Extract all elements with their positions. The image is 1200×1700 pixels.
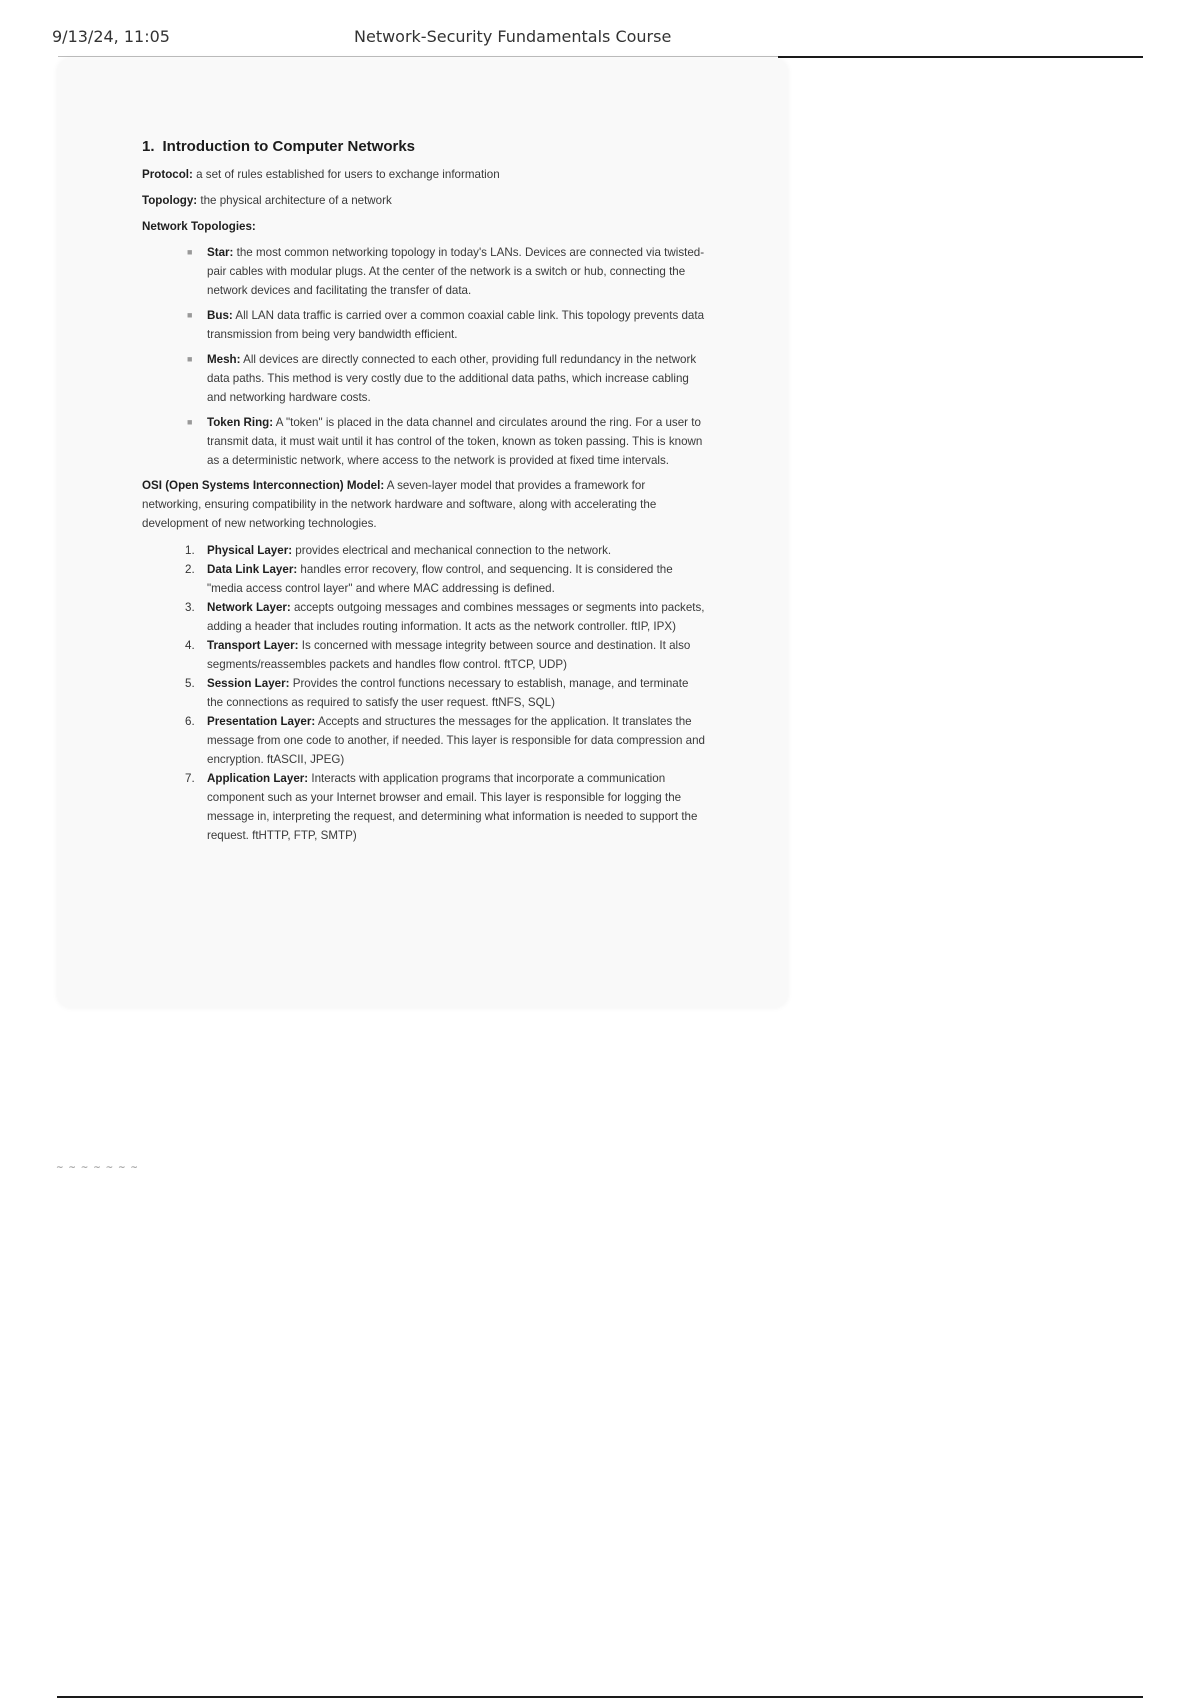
layer-number: 7.: [185, 772, 195, 785]
osi-layer-item: [185, 598, 707, 636]
print-title: Network-Security Fundamentals Course: [354, 27, 672, 46]
section-heading: [142, 137, 707, 157]
layer-term: Presentation Layer:: [207, 715, 316, 728]
layer-text: Is concerned with message integrity between source and destination. It also segments/reassembles packets and handles flow control. ftTCP, UDP): [207, 639, 691, 671]
layer-number: 2.: [185, 563, 195, 576]
topology-term: Mesh:: [207, 353, 241, 366]
osi-text: A seven-layer model that provides a framework for networking, ensuring compatibility in the network hardware and software, along with accelerating the development of new networking technologies.: [142, 479, 657, 530]
layer-number: 1.: [185, 544, 195, 557]
topology-item-star: [187, 243, 707, 300]
layer-text: accepts outgoing messages and combines messages or segments into packets, adding a header that includes routing information. It acts as the network controller. ftIP, IPX): [207, 601, 705, 633]
page-marker: ~ ~ ~ ~ ~ ~ ~: [56, 1163, 139, 1173]
print-datetime: 9/13/24, 11:05: [52, 27, 170, 46]
osi-model-paragraph: [142, 476, 707, 533]
bullet-icon: ■: [187, 247, 193, 257]
topology-item-bus: [187, 306, 707, 344]
layer-text: Interacts with application programs that incorporate a communication component such as your Internet browser and email. This layer is responsible for logging the message in, interpreting the request, and determining what information is needed to support the request. ftHTTP, FTP, SMTP): [207, 772, 698, 842]
layer-term: Physical Layer:: [207, 544, 293, 557]
layer-number: 3.: [185, 601, 195, 614]
document-body: [142, 137, 707, 845]
osi-layer-item: [185, 560, 707, 598]
layer-term: Transport Layer:: [207, 639, 299, 652]
topology-text: the most common networking topology in today's LANs. Devices are connected via twisted-pair cables with modular plugs. At the center of the network is a switch or hub, connecting the network devices and facilitating the transfer of data.: [207, 246, 705, 297]
layer-text: Accepts and structures the messages for the application. It translates the message from one code to another, if needed. This layer is responsible for data compression and encryption. ftASCII, JPEG): [207, 715, 705, 766]
bullet-icon: ■: [187, 310, 193, 320]
definition-topology: [142, 191, 707, 210]
layer-number: 6.: [185, 715, 195, 728]
topology-text: A "token" is placed in the data channel and circulates around the ring. For a user to transmit data, it must wait until it has control of the token, known as token passing. This is known as a deterministic network, where access to the network is provided at fixed time intervals.: [207, 416, 703, 467]
topology-text: All devices are directly connected to each other, providing full redundancy in the network data paths. This method is very costly due to the additional data paths, which increase cabling and networking hardware costs.: [207, 353, 697, 404]
layer-term: Network Layer:: [207, 601, 291, 614]
header-divider-dark: [778, 56, 1143, 58]
topology-text: All LAN data traffic is carried over a common coaxial cable link. This topology prevents data transmission from being very bandwidth efficient.: [207, 309, 705, 341]
bullet-icon: ■: [187, 417, 193, 427]
definition-term: Topology:: [142, 194, 198, 207]
section-title: Introduction to Computer Networks: [162, 138, 416, 155]
definition-network-topologies: [142, 217, 707, 236]
osi-term: OSI (Open Systems Interconnection) Model:: [142, 479, 385, 492]
layer-term: Data Link Layer:: [207, 563, 298, 576]
osi-layer-item: [185, 674, 707, 712]
layer-term: Session Layer:: [207, 677, 290, 690]
header-divider-light: [58, 56, 778, 57]
topology-term: Bus:: [207, 309, 233, 322]
layer-number: 4.: [185, 639, 195, 652]
definition-text: the physical architecture of a network: [197, 194, 392, 207]
topology-term: Token Ring:: [207, 416, 274, 429]
layer-text: provides electrical and mechanical connection to the network.: [292, 544, 612, 557]
topology-list: [142, 243, 707, 470]
print-header: [0, 0, 1200, 60]
layer-term: Application Layer:: [207, 772, 309, 785]
osi-layer-list: [142, 541, 707, 845]
definition-term: Network Topologies:: [142, 220, 256, 233]
definition-term: Protocol:: [142, 168, 193, 181]
bullet-icon: ■: [187, 354, 193, 364]
layer-number: 5.: [185, 677, 195, 690]
section-number: 1.: [142, 138, 155, 155]
osi-layer-item: [185, 712, 707, 769]
definition-protocol: [142, 165, 707, 184]
document-card: [57, 58, 788, 1008]
topology-item-mesh: [187, 350, 707, 407]
topology-term: Star:: [207, 246, 234, 259]
footer-divider: [57, 1696, 1143, 1698]
layer-text: handles error recovery, flow control, and sequencing. It is considered the "media access control layer" and where MAC addressing is defined.: [207, 563, 673, 595]
definition-text: a set of rules established for users to exchange information: [192, 168, 500, 181]
layer-text: Provides the control functions necessary to establish, manage, and terminate the connections as required to satisfy the user request. ftNFS, SQL): [207, 677, 689, 709]
osi-layer-item: [185, 769, 707, 845]
osi-layer-item: [185, 636, 707, 674]
topology-item-token-ring: [187, 413, 707, 470]
osi-layer-item: [185, 541, 707, 560]
